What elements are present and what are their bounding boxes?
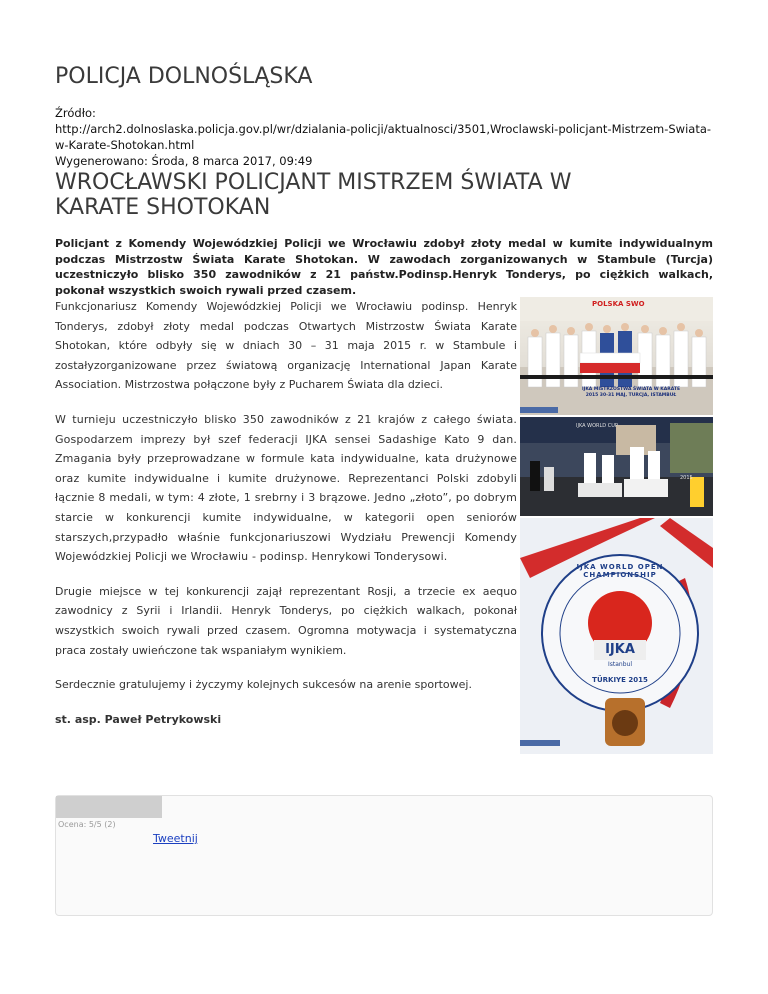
paragraph-2: W turnieju uczestniczyło blisko 350 zawodników z 21 krajów z całego świata. Gospodarzem imprezy był szef federacji IJKA sensei Sadashige Kato 9 dan. Zmagania były przeprowadzane w formule kata indywidualne, kata drużynowe oraz kumite indywidualne i kumite drużynowe. Reprezentanci Polski zdobyli łącznie 8 medali, w tym: 4 złote, 1 srebrny i 3 brązowe. Jedno „złoto”, po dobrym starcie w konkurencji kumite indywidualne, w kategorii open seniorów starszych,przypadło właśnie funkcjonariuszowi Wydziału Prewencji Komendy Wojewódzkiej Policji we Wrocławiu - podinsp. Henrykowi Tonderysowi. (55, 412, 517, 564)
photo-column (520, 297, 713, 756)
podium-photo[interactable] (520, 417, 713, 516)
rating-panel (55, 795, 713, 916)
photo1-banner: POLSKA SWO (592, 300, 645, 308)
podium-photo-graphic (520, 417, 713, 516)
photo3-bottom-text: TÜRKIYE 2015 (592, 676, 648, 684)
paragraph-1: Funkcjonariusz Komendy Wojewódzkiej Policji we Wrocławiu podinsp. Henryk Tonderys, zdobył złoty medal podczas Otwartych Mistrzostw Świata Karate Shotokan, które odbyły się w dniach 30 – 31 maja 2015 r. w Stambule i zostałyzorganizowane przez światową organizację International Japan Karate Association. Mistrzostwa połączone były z Pucharem Świata dla dzieci. (55, 300, 517, 392)
team-photo[interactable] (520, 297, 713, 415)
article-title: WROCŁAWSKI POLICJANT MISTRZEM ŚWIATA W KARATE SHOTOKAN (55, 170, 572, 220)
source-meta (55, 105, 715, 169)
photo2-year: 2015 (680, 475, 693, 481)
paragraph-4: Serdecznie gratulujemy i życzymy kolejnych sukcesów na arenie sportowej. (55, 678, 472, 692)
medal-photo-graphic (520, 518, 713, 754)
photo2-banner: IJKA WORLD CUP (576, 423, 618, 429)
rating-stars-bar[interactable] (56, 796, 162, 818)
photo3-arc-text: IJKA WORLD OPEN CHAMPIONSHIP (576, 563, 664, 579)
source-label: Źródło: (55, 106, 96, 120)
paragraph-3: Drugie miejsce w tej konkurencji zajął reprezentant Rosji, a trzecie ex aequo zawodnicy z Syrii i Irlandii. Henryk Tonderys, po ciężkich walkach, pokonał wszystkich swoich rywali przed czasem. Ogromna motywacja i systematyczna praca zostały uwieńczone tak wspaniałym wynikiem. (55, 584, 517, 657)
photo3-city-text: Istanbul (607, 661, 632, 668)
source-url: http://arch2.dolnoslaska.policja.gov.pl/wr/dzialania-policji/aktualnosci/3501,Wroclawski-policjant-Mistrzem-Swiata-w-Karate-Shotokan.html (55, 122, 712, 152)
site-title: POLICJA DOLNOŚLĄSKA (55, 64, 313, 89)
photo1-caption: IJKA MISTRZOSTWA ŚWIATA W KARATE 2015 30-31 MAJ, TURCJA, ISTAMBUŁ (581, 387, 681, 398)
tweet-link[interactable]: Tweetnij (153, 832, 198, 845)
article-lead: Policjant z Komendy Wojewódzkiej Policji we Wrocławiu zdobył złoty medal w kumite indywidualnym podczas Mistrzostw Świata Karate Shotokan. W zawodach zorganizowanych w Stambule (Turcja) uczestniczyło blisko 350 zawodników z 21 państw.Podinsp.Henryk Tonderys, po ciężkich walkach, pokonał wszystkich swoich rywali przed czasem. (55, 237, 713, 297)
generated-date: Wygenerowano: Środa, 8 marca 2017, 09:49 (55, 154, 313, 168)
medal-photo[interactable] (520, 518, 713, 754)
rating-text: Ocena: 5/5 (2) (58, 820, 116, 829)
photo3-center-text: IJKA (605, 642, 635, 657)
article-body (55, 297, 517, 744)
author-signature: st. asp. Paweł Petrykowski (55, 712, 222, 726)
